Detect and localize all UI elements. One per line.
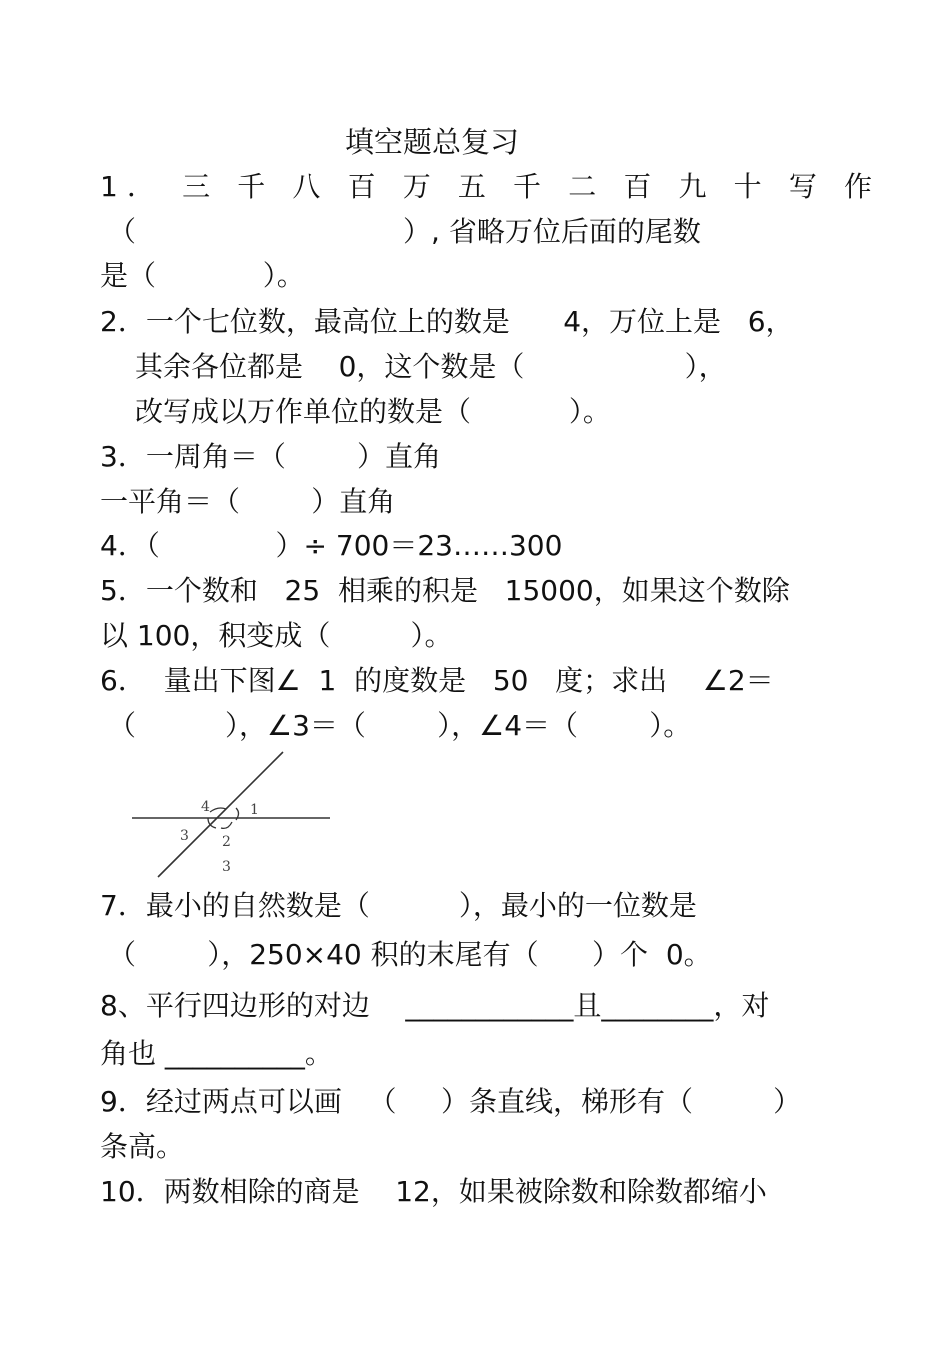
- question-1-line-3: 是（ ）。: [100, 259, 305, 292]
- question-9-line-2: 条高。: [100, 1130, 185, 1163]
- angle-figure: [128, 742, 338, 882]
- question-4: 4．（ ）÷ 700＝23……300: [100, 529, 563, 562]
- question-6-line-1: 6． 量出下图∠ 1 的度数是 50 度；求出 ∠2＝: [100, 664, 774, 697]
- question-2-line-1: 2．一个七位数，最高位上的数是 4，万位上是 6，: [100, 305, 794, 338]
- question-7-line-2: （ ），250×40 积的末尾有（ ）个 0。: [108, 938, 712, 971]
- question-10: 10．两数相除的商是 12，如果被除数和除数都缩小: [100, 1175, 767, 1208]
- angle-3-label: 3: [180, 828, 189, 844]
- question-1-line-1: 1． 三 千 八 百 万 五 千 二 百 九 十 写 作: [100, 170, 872, 203]
- question-1-line-2: （ ）, 省略万位后面的尾数: [108, 215, 701, 248]
- angle-1-label: 1: [250, 802, 259, 818]
- question-2-line-3: 改写成以万作单位的数是（ ）。: [135, 395, 611, 428]
- question-6-line-2: （ ），∠3＝（ ），∠4＝（ ）。: [108, 709, 692, 742]
- question-2-line-2: 其余各位都是 0，这个数是（ ），: [135, 350, 727, 383]
- question-9-line-1: 9．经过两点可以画 （ ）条直线，梯形有（ ）: [100, 1085, 802, 1118]
- angle-2-arc: [221, 822, 232, 828]
- angle-4-label: 4: [201, 799, 210, 815]
- angle-2-label: 2: [222, 834, 231, 850]
- question-5-line-1: 5．一个数和 25 相乘的积是 15000，如果这个数除: [100, 574, 790, 607]
- question-3-line-2: 一平角＝（ ）直角: [100, 485, 396, 518]
- question-3-line-1: 3．一周角＝（ ）直角: [100, 440, 442, 473]
- question-5-line-2: 以 100，积变成（ ）。: [100, 619, 453, 652]
- question-8-line-2: 角也 __________。: [100, 1037, 333, 1070]
- extra-label: 3: [222, 859, 231, 875]
- question-8-line-1: 8、平行四边形的对边 ____________且________，对: [100, 989, 770, 1022]
- transversal-line: [158, 752, 283, 877]
- question-7-line-1: 7．最小的自然数是（ ），最小的一位数是: [100, 889, 697, 922]
- page-title: 填空题总复习: [345, 125, 520, 159]
